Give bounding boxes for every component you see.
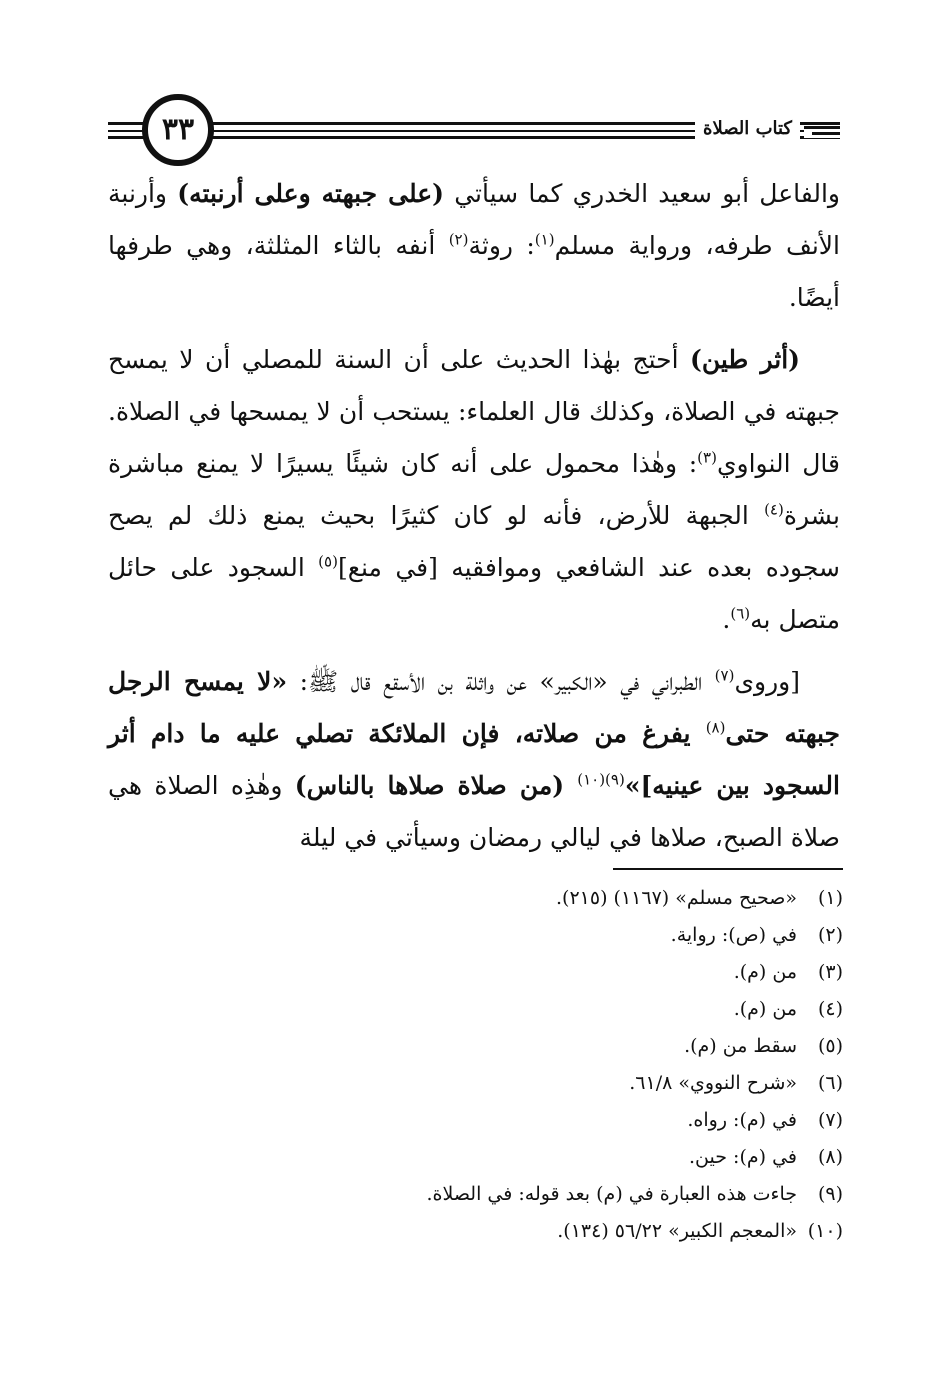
text-run: : وهٰذا محمول على أنه كان شيئًا يسيرًا لا يمنع مباشرة بشرة xyxy=(108,449,840,530)
running-title: كتاب الصلاة xyxy=(695,114,800,144)
footnote-number: (٥) xyxy=(817,1035,843,1057)
footnote xyxy=(143,991,843,1028)
footnote-number: (٨) xyxy=(817,1146,843,1168)
footnote xyxy=(143,880,843,917)
footnote-ref: (٥) xyxy=(318,552,338,571)
paragraph-3 xyxy=(108,656,840,864)
footnotes xyxy=(143,880,843,1250)
footnote-number: (١٠) xyxy=(807,1220,843,1242)
footnote-ref: (٣) xyxy=(697,448,717,467)
footnote-number: (٤) xyxy=(817,998,843,1020)
hadith-text: يفرغ من صلاته، فإن الملائكة تصلي عليه ما دام أثر السجود بين عينيه]» xyxy=(108,719,840,800)
footnote-ref: (٢) xyxy=(448,230,469,249)
footnote xyxy=(143,1102,843,1139)
footnote-ref: (٨) xyxy=(705,718,726,737)
text-run: أحتج بهٰذا الحديث على أن السنة للمصلي أن لا يمسح جبهته في الصلاة، وكذلك قال العلماء: يستحب أن لا يمسحها في الصلاة. قال النواوي xyxy=(108,345,840,478)
text-run: وهٰذِه الصلاة هي صلاة الصبح، صلاها في ليالي رمضان وسيأتي في ليلة xyxy=(108,771,840,852)
header-ornament xyxy=(804,126,840,138)
text-run: الجبهة للأرض، فأنه لو كان كثيرًا بحيث يمنع ذلك لم يصح سجوده بعده عند الشافعي وموافقيه [في منع] xyxy=(108,501,840,582)
text-run: وأرنبة الأنف طرفه، ورواية مسلم xyxy=(108,179,840,260)
text-run: : روثة xyxy=(468,231,535,260)
footnote xyxy=(143,954,843,991)
page-header xyxy=(108,92,840,172)
footnote-number: (٣) xyxy=(817,961,843,983)
footnote-ref: (٩)(١٠) xyxy=(577,770,625,789)
footnote-ref: (٦) xyxy=(730,604,751,623)
footnote-ref: (٧) xyxy=(714,666,735,685)
footnote-text: من (م). xyxy=(733,961,797,983)
footnote-text: سقط من (م). xyxy=(684,1035,797,1057)
page-number: ٣٣ xyxy=(161,112,195,147)
footnote-text: «شرح النووي» ٦١/٨. xyxy=(629,1072,797,1094)
quoted-phrase: (على جبهته وعلى أرنبته) xyxy=(177,179,444,208)
footnote-number: (٧) xyxy=(817,1109,843,1131)
footnote-text: في (م): حين. xyxy=(689,1146,797,1168)
footnote xyxy=(143,1176,843,1213)
text-run: السجود على حائل متصل به xyxy=(108,553,840,634)
text-run: الطبراني في «الكبير» عن واثلة بن الأسقع قال ﷺ: xyxy=(287,667,715,696)
page-number-badge xyxy=(142,94,214,166)
footnote-text: في (م): رواه. xyxy=(687,1109,797,1131)
hadith-text: «لا يمسح الرجل جبهته حتى xyxy=(108,667,840,748)
footnote-number: (٢) xyxy=(817,924,843,946)
quoted-phrase: (أثر طين) xyxy=(689,345,800,374)
paragraph-2 xyxy=(108,334,840,646)
footnote-text: «صحيح مسلم» (١١٦٧) (٢١٥). xyxy=(556,887,797,909)
text-run: والفاعل أبو سعيد الخدري كما سيأتي xyxy=(443,179,841,208)
text-run: أنفه بالثاء المثلثة، وهي طرفها أيضًا. xyxy=(108,231,840,312)
footnote xyxy=(143,1213,843,1250)
main-text xyxy=(108,168,840,864)
footnote-number: (١) xyxy=(817,887,843,909)
text-run: . xyxy=(722,605,731,634)
footnote xyxy=(143,1065,843,1102)
footnote-ref: (١) xyxy=(534,230,555,249)
footnote-number: (٩) xyxy=(817,1183,843,1205)
footnote-separator xyxy=(613,868,843,870)
footnote xyxy=(143,1139,843,1176)
footnote-text: في (ص): رواية. xyxy=(670,924,797,946)
footnote xyxy=(143,917,843,954)
footnote-number: (٦) xyxy=(817,1072,843,1094)
text-run: [وروى xyxy=(734,667,800,696)
footnote-ref: (٤) xyxy=(764,500,784,519)
quoted-phrase: (من صلاة صلاها بالناس) xyxy=(294,771,578,800)
footnote xyxy=(143,1028,843,1065)
footnote-text: من (م). xyxy=(733,998,797,1020)
paragraph-1 xyxy=(108,168,840,324)
footnote-text: «المعجم الكبير» ٥٦/٢٢ (١٣٤). xyxy=(557,1220,797,1242)
footnote-text: جاءت هذه العبارة في (م) بعد قوله: في الصلاة. xyxy=(426,1183,797,1205)
